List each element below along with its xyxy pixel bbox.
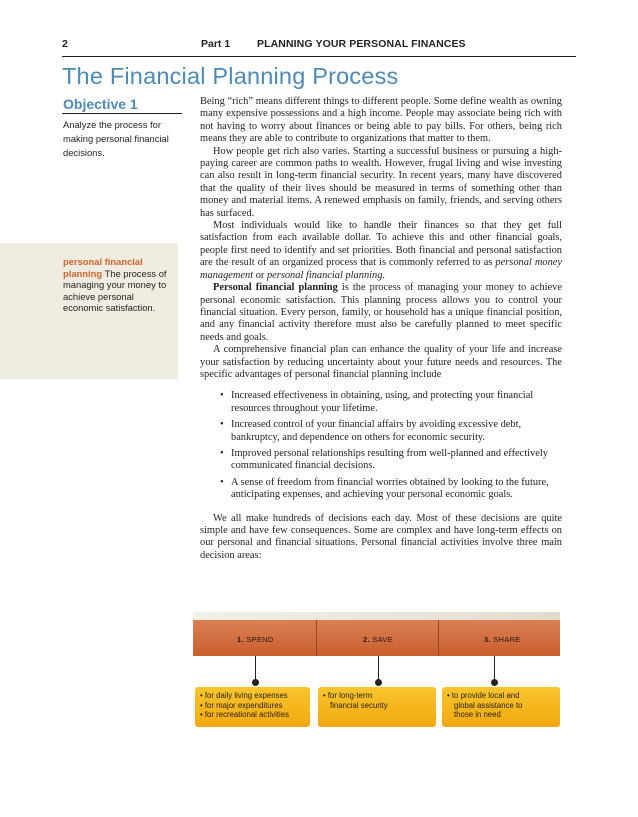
key-term: Personal financial planning (213, 282, 338, 294)
section-title: The Financial Planning Process (62, 63, 399, 89)
body-text (200, 96, 562, 562)
callout-item: global assistance to (454, 700, 523, 710)
term-personal-money-management: personal money management (200, 257, 562, 281)
callout-item: those in need (454, 710, 501, 719)
paragraph-3 (200, 220, 562, 282)
running-header (62, 38, 576, 52)
area-name: SPEND (246, 635, 274, 644)
list-item: • Increased effectiveness in obtaining, using, and protecting your financial resources throughout your lifetime. (220, 390, 562, 415)
area-name: SHARE (493, 635, 521, 644)
area-number: 2. (363, 635, 370, 644)
share-callout (442, 687, 560, 727)
callout-item: • to provide local and (447, 691, 520, 700)
paragraph-3-part-b: or (253, 269, 267, 281)
callout-item: • for daily living expenses (200, 691, 288, 700)
definition-term: personal financial planning (63, 256, 143, 279)
spend-callout (195, 687, 310, 727)
area-number: 3. (484, 635, 491, 644)
callout-item: • for major expenditures (200, 700, 283, 710)
paragraph-6: We all make hundreds of decisions each day. Most of these decisions are quite simple and have few consequences. Some are complex and have long-term effects on our personal and financial situations. Personal financial activities involve three main decision areas: (200, 512, 562, 561)
connector-dot (491, 679, 498, 686)
header-rule (62, 56, 576, 57)
paragraph-4 (200, 282, 562, 344)
paragraph-4-rest: is the process of managing your money to achieve personal economic satisfaction. This planning process allows you to control your financial situation. Every person, family, or household has a unique financial position, and any financial activity therefore must also be carefully planned to meet specific needs and goals. (200, 282, 562, 343)
callout-item: financial security (330, 700, 388, 710)
objective-heading: Objective 1 (63, 96, 138, 112)
area-spend-label (237, 635, 274, 644)
page-number: 2 (62, 38, 68, 50)
callout-item: • for recreational activities (200, 710, 289, 719)
list-item: • Increased control of your financial affairs by avoiding excessive debt, bankruptcy, and dependence on others for economic security. (220, 419, 562, 444)
connector-dot (252, 679, 259, 686)
list-item: • Improved personal relationships resulting from well-planned and effectively communicated financial decisions. (220, 448, 562, 473)
paragraph-5: A comprehensive financial plan can enhance the quality of your life and increase your satisfaction by reducing uncertainty about your future needs and resources. The specific advantages of personal financial planning include (200, 344, 562, 380)
paragraph-3-part-a: Most individuals would like to handle their finances so that they get full satisfaction from each available dollar. To achieve this and other financial goals, people first need to identify and set priorities. Both financial and personal satisfaction are the result of an organized process that is commonly referred to as (200, 220, 562, 269)
list-item: • A sense of freedom from financial worries obtained by looking to the future, anticipating expenses, and achieving your personal economic goals. (220, 477, 562, 502)
area-name: SAVE (372, 635, 393, 644)
part-label: Part 1 (201, 38, 231, 50)
area-save-label (363, 635, 393, 644)
save-callout (318, 687, 436, 727)
term-personal-financial-planning: personal financial planning (266, 269, 383, 281)
area-number: 1. (237, 635, 244, 644)
bar-divider (316, 620, 317, 656)
bar-divider (438, 620, 439, 656)
area-share-label (484, 635, 521, 644)
definition-text (63, 256, 175, 314)
paragraph-1: Being “rich” means different things to different people. Some define wealth as owning many expensive possessions and a high income. People may associate being rich with not having to worry about finances or being able to pay bills. For others, being rich means they are able to contribute to organizations that matter to them. (200, 96, 562, 145)
connector-dot (375, 679, 382, 686)
paragraph-3-part-c: . (382, 269, 386, 281)
objective-text: Analyze the process for making personal financial decisions. (63, 119, 169, 158)
objective-rule (62, 113, 182, 114)
definition-body: The process of managing your money to achieve personal economic satisfaction. (63, 267, 167, 313)
part-title: PLANNING YOUR PERSONAL FINANCES (257, 38, 466, 50)
advantages-list (220, 390, 562, 501)
paragraph-2: How people get rich also varies. Starting a successful business or pursuing a high-paying career are common paths to wealth. However, frugal living and wise investing can also result in long-term financial security. In recent years, many have discovered that the quality of their lives should be measured in terms of something other than money and material items. A renewed emphasis on family, friends, and serving others has surfaced. (200, 145, 562, 219)
callout-item: • for long-term (323, 691, 373, 700)
